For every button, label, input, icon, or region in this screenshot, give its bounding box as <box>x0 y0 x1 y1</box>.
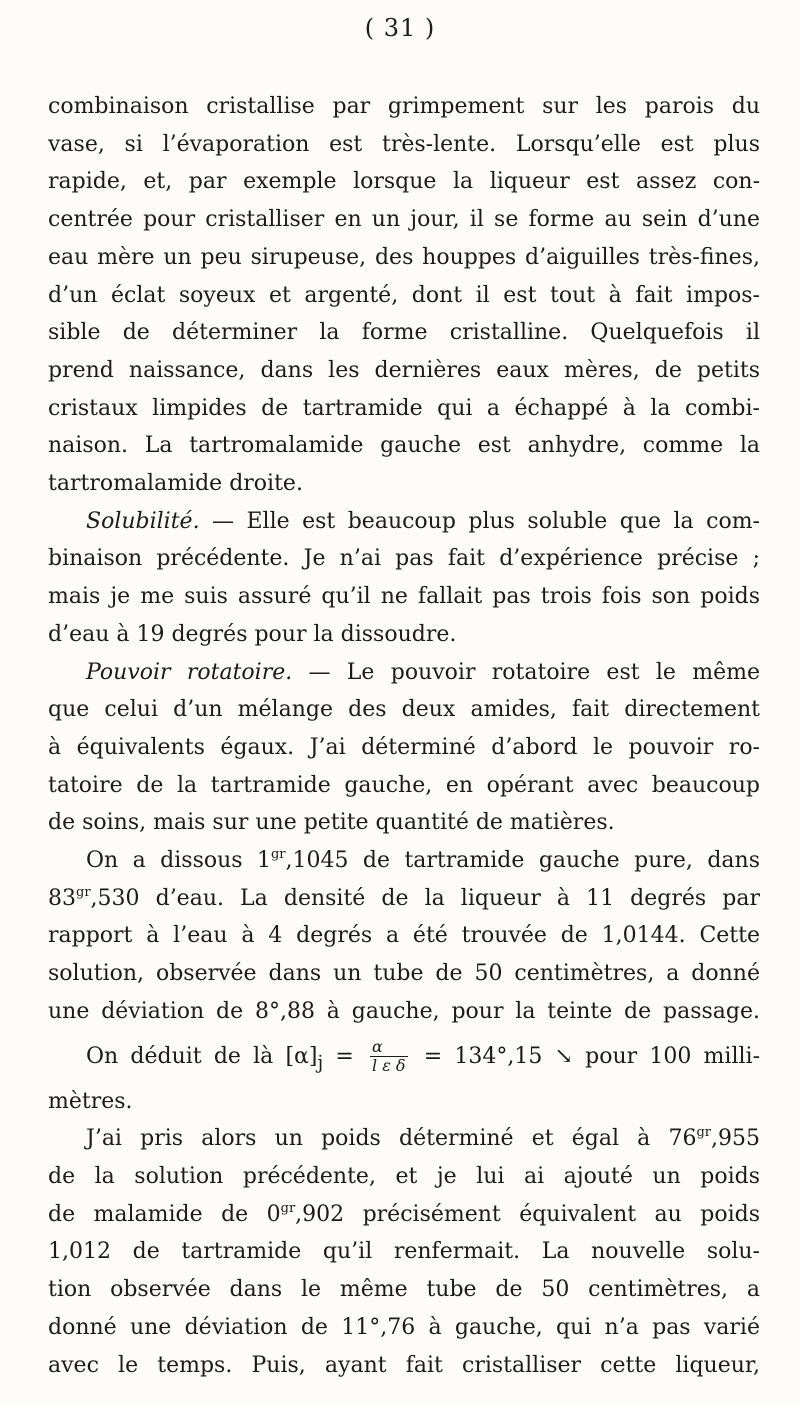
text-run: ,530 d’eau. La densité de la liqueur à 11 degrés par <box>90 885 760 911</box>
text-line: naison. La tartromalamide gauche est anhydre, comme la <box>48 433 760 459</box>
closing-line <box>48 1120 760 1158</box>
pouvoir-line <box>48 654 760 692</box>
text-line: mètres. <box>48 1088 133 1114</box>
text-line: solution, observée dans un tube de 50 centimètres, a donné <box>48 961 760 987</box>
text-line: rapport à l’eau à 4 degrés a été trouvée de 1,0144. Cette <box>48 923 760 949</box>
solubilite-line <box>48 503 760 541</box>
text-line: de la solution précédente, et je lui ai ajouté un poids <box>48 1163 760 1189</box>
formula-line <box>48 1031 760 1083</box>
text-run: J’ai pris alors un poids déterminé et égal à 76 <box>86 1126 697 1152</box>
text-line: donné une déviation de 11°,76 à gauche, qui n’a pas varié <box>48 1314 760 1340</box>
text-line: d’eau à 19 degrés pour la dissoudre. <box>48 621 457 647</box>
formula-subscript: j <box>317 1051 324 1073</box>
formula-result: = 134°,15 ↘ pour 100 milli- <box>411 1043 760 1069</box>
formula-equals: = <box>323 1043 367 1069</box>
text-line: eau mère un peu sirupeuse, des houppes d’aiguilles très-fines, <box>48 244 760 270</box>
solubilite-text: — Elle est beaucoup plus soluble que la com- <box>199 508 760 534</box>
text-run: 83 <box>48 885 76 911</box>
text-line: à équivalents égaux. J’ai déterminé d’abord le pouvoir ro- <box>48 734 760 760</box>
text-run: ,1045 de tartramide gauche pure, dans <box>285 848 760 874</box>
text-line: tatoire de la tartramide gauche, en opérant avec beaucoup <box>48 772 760 798</box>
text-line: mais je me suis assuré qu’il ne fallait pas trois fois son poids <box>48 584 760 610</box>
unit-superscript: gr <box>270 847 286 863</box>
text-line: centrée pour cristalliser en un jour, il se forme au sein d’une <box>48 207 760 233</box>
text-line: sible de déterminer la forme cristalline. Quelquefois il <box>48 320 760 346</box>
formula-lead: On déduit de là [α] <box>86 1043 318 1069</box>
text-line: binaison précédente. Je n’ai pas fait d’expérience précise ; <box>48 546 760 572</box>
solubilite-label: Solubilité. <box>86 508 200 534</box>
text-line: combinaison cristallise par grimpement sur les parois du <box>48 94 760 119</box>
unit-superscript: gr <box>280 1200 296 1216</box>
text-run: de malamide de 0 <box>48 1201 281 1227</box>
formula-denominator: l ε δ <box>372 1056 406 1076</box>
text-line: rapide, et, par exemple lorsque la liqueur est assez con- <box>48 169 760 195</box>
dissolution-line <box>48 880 760 918</box>
page-number: ( 31 ) <box>364 14 436 42</box>
text-line: que celui d’un mélange des deux amides, fait directement <box>48 697 760 723</box>
pouvoir-label: Pouvoir rotatoire. <box>86 659 293 685</box>
text-run: ,955 <box>711 1126 760 1152</box>
text-line: avec le temps. Puis, ayant fait cristalliser cette liqueur, <box>48 1352 760 1378</box>
text-line: vase, si l’évaporation est très-lente. Lorsqu’elle est plus <box>48 131 760 157</box>
formula-numerator: α <box>370 1038 408 1057</box>
dissolution-line <box>48 842 760 880</box>
formula-fraction <box>370 1038 408 1075</box>
text-line: d’un éclat soyeux et argenté, dont il est tout à fait impos- <box>48 282 760 308</box>
text-line: 1,012 de tartramide qu’il renfermait. La nouvelle solu- <box>48 1239 760 1265</box>
closing-line <box>48 1196 760 1234</box>
text-line: cristaux limpides de tartramide qui a échappé à la combi- <box>48 395 760 421</box>
text-line: prend naissance, dans les dernières eaux mères, de petits <box>48 357 760 383</box>
text-run: ,902 précisément équivalent au poids <box>295 1201 760 1227</box>
unit-superscript: gr <box>76 884 91 900</box>
text-line: tion observée dans le même tube de 50 centimètres, a <box>48 1277 760 1303</box>
unit-superscript: gr <box>696 1125 712 1141</box>
body-text <box>48 88 760 1384</box>
pouvoir-text: — Le pouvoir rotatoire est le même <box>292 659 760 685</box>
text-run: On a dissous 1 <box>86 848 271 874</box>
text-line: de soins, mais sur une petite quantité de matières. <box>48 810 615 836</box>
text-line: une déviation de 8°,88 à gauche, pour la teinte de passage. <box>48 998 760 1024</box>
text-line: tartromalamide droite. <box>48 471 303 497</box>
